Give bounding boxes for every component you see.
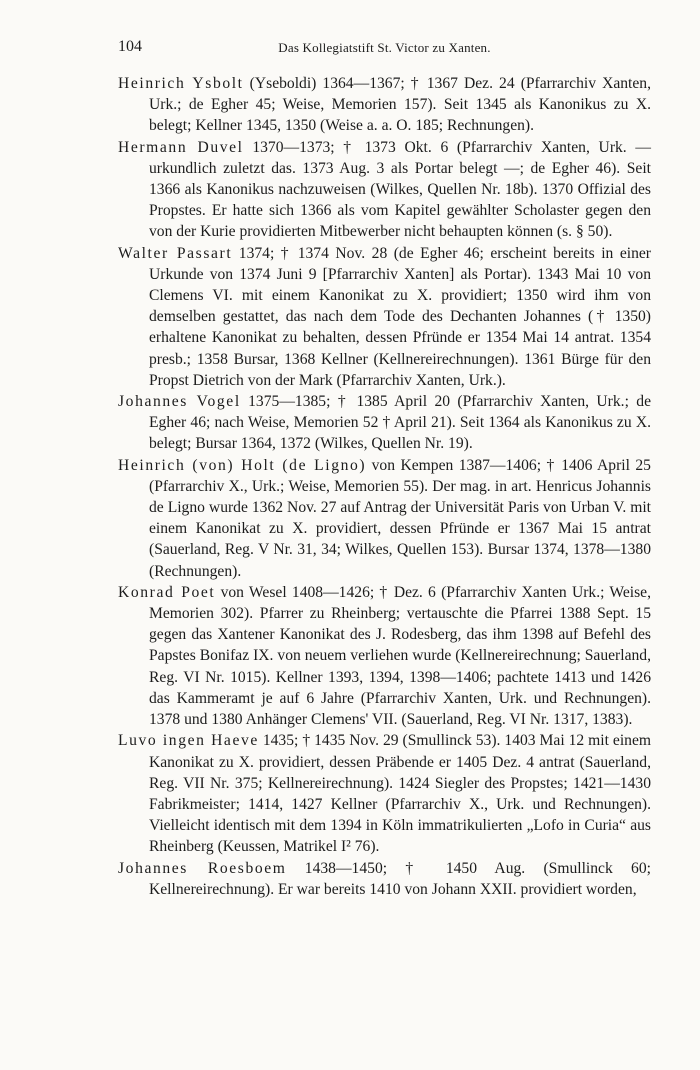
entry-name: Heinrich Ysbolt [118, 75, 244, 92]
entry-text: 1438—1450; † 1450 Aug. (Smullinck 60; Kellnereirechnung). Er war bereits 1410 von Johann XXII. providiert worden, [149, 859, 651, 898]
entry-list [118, 73, 651, 900]
entry-heinrich-holt [118, 455, 651, 582]
page-number: 104 [118, 38, 142, 55]
entry-text: von Wesel 1408—1426; † Dez. 6 (Pfarrarchiv Xanten Urk.; Weise, Memorien 302). Pfarrer zu Rheinberg; vertauschte die Pfarrei 1388 Sept. 15 gegen das Xantener Kanonikat des J. Rodesberg, das ihm 1398 auf Befehl des Papstes Bonifaz IX. von neuem verliehen wurde (Kellnereirechnung; Sauerland, Reg. VI Nr. 1015). Kellner 1393, 1394, 1398—1406; pachtete 1413 und 1426 das Kammeramt je auf 6 Jahre (Pfarrarchiv Xanten, Urk. und Rechnungen). 1378 und 1380 Anhänger Clemens' VII. (Sauerland, Reg. VI Nr. 1317, 1383). [149, 583, 651, 729]
entry-name: Luvo ingen Haeve [118, 732, 259, 750]
entry-johannes-roesboem [118, 858, 651, 900]
entry-text: 1435; † 1435 Nov. 29 (Smullinck 53). 1403 Mai 12 mit einem Kanonikat zu X. providiert, dessen Präbende er 1405 Dez. 4 antrat (Sauerland, Reg. VII Nr. 375; Kellnereirechnung). 1424 Siegler des Propstes; 1421—1430 Fabrikmeister; 1414, 1427 Kellner (Pfarrarchiv X., Urk. und Rechnungen). Vielleicht identisch mit dem 1394 in Köln immatrikulierten „Lofo in Curia“ aus Rheinberg (Keussen, Matrikel I² 76). [149, 732, 651, 856]
entry-name: Walter Passart [118, 244, 233, 262]
entry-name: Johannes Vogel [118, 393, 241, 411]
entry-konrad-poet [118, 582, 651, 730]
entry-hermann-duvel [118, 137, 651, 243]
entry-luvo-ingen-haeve [118, 730, 651, 857]
entry-text: von Kempen 1387—1406; † 1406 April 25 (Pfarrarchiv X., Urk.; Weise, Memorien 55). Der mag. in art. Henricus Johannis de Ligno wurde 1362 Nov. 27 auf Antrag der Universität Paris von Urban V. mit einem Kanonikat zu X. providiert, dessen Pfründe er 1367 Mai 15 antrat (Sauerland, Reg. V Nr. 31, 34; Wilkes, Quellen 153). Bursar 1374, 1378—1380 (Rechnungen). [149, 456, 651, 580]
entry-text: (Yseboldi) 1364—1367; † 1367 Dez. 24 (Pfarrarchiv Xanten, Urk.; de Egher 45; Weise, Memorien 157). Seit 1345 als Kanonikus zu X. belegt; Kellner 1345, 1350 (Weise a. a. O. 185; Rechnungen). [149, 75, 651, 135]
entry-name: Hermann Duvel [118, 138, 244, 156]
entry-name: Heinrich (von) Holt (de Ligno) [118, 456, 367, 474]
entry-johannes-vogel [118, 391, 651, 455]
running-title: Das Kollegiatstift St. Victor zu Xanten. [278, 40, 491, 55]
entry-text: 1374; † 1374 Nov. 28 (de Egher 46; erscheint bereits in einer Urkunde von 1374 Juni 9 [Pfarrarchiv Xanten] als Portar). 1343 Mai 10 von Clemens VI. mit einem Kanonikat zu X. providiert; 1350 wird ihm von demselben gestattet, das nach dem Tode des Dechanten Johannes († 1350) erhaltene Kanonikat zu behalten, dessen Pfründe er 1354 Mai 14 antrat. 1354 presb.; 1358 Bursar, 1368 Kellner (Kellnereirechnungen). 1361 Bürge für den Propst Dietrich von der Mark (Pfarrarchiv Xanten, Urk.). [149, 244, 651, 389]
entry-heinrich-ysbolt [118, 73, 651, 137]
entry-name: Johannes Roesboem [118, 859, 287, 877]
entry-walter-passart [118, 243, 651, 391]
entry-text: 1370—1373; † 1373 Okt. 6 (Pfarrarchiv Xanten, Urk. — urkundlich zuletzt das. 1373 Aug. 3 als Portar belegt —; de Egher 46). Seit 1366 als Kanonikus nachzuweisen (Wilkes, Quellen Nr. 18b). 1370 Offizial des Propstes. Er hatte sich 1366 als vom Kapitel gewählter Scholaster gegen den von der Kurie providierten Mitbewerber nicht behaupten können (s. § 50). [149, 138, 651, 241]
page-header [118, 38, 651, 60]
entry-text: 1375—1385; † 1385 April 20 (Pfarrarchiv Xanten, Urk.; de Egher 46; nach Weise, Memorien 52 † April 21). Seit 1364 als Kanonikus zu X. belegt; Bursar 1364, 1372 (Wilkes, Quellen Nr. 19). [149, 393, 651, 453]
entry-name: Konrad Poet [118, 583, 216, 601]
